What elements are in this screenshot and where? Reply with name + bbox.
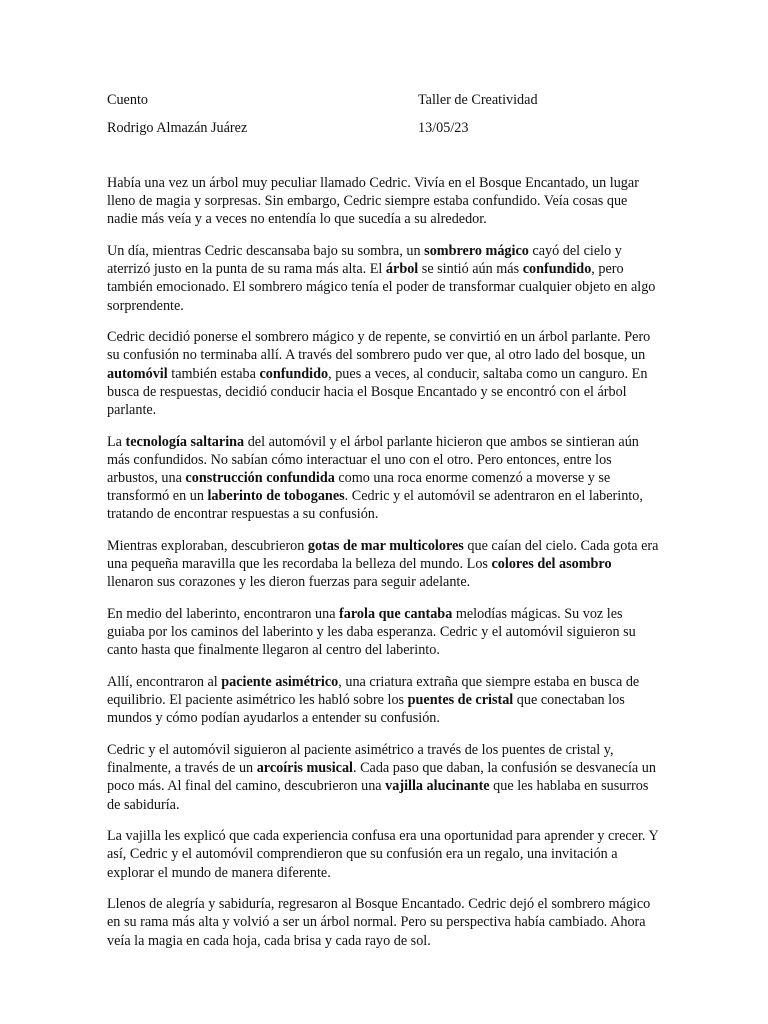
text-run: , una criatura extraña que siempre estaba en busca de equilibrio. El paciente asimétrico les habló sobre los: [107, 674, 640, 709]
story-paragraph: [107, 605, 661, 660]
text-run: Cedric decidió ponerse el sombrero mágico y de repente, se convirtió en un árbol parlante. Pero su confusión no terminaba allí. A través del sombrero pudo ver que, al otro lado del bosque, un: [107, 329, 651, 364]
doc-type-label: Cuento: [107, 92, 148, 108]
bold-phrase: tecnología saltarina: [125, 433, 245, 450]
story-body: [107, 174, 661, 950]
bold-phrase: confundido: [522, 261, 592, 278]
text-run: . Cedric y el automóvil se adentraron en el laberinto, tratando de encontrar respuestas a su confusión.: [107, 488, 643, 523]
text-run: que les hablaba en susurros de sabiduría.: [107, 778, 649, 813]
text-run: La: [107, 433, 126, 450]
bold-phrase: árbol: [385, 261, 419, 278]
story-paragraph: [107, 827, 661, 882]
text-run: En medio del laberinto, encontraron una: [107, 606, 340, 623]
text-run: cayó del cielo y aterrizó justo en la punta de su rama más alta. El: [107, 243, 622, 278]
text-run: Mientras exploraban, descubrieron: [107, 538, 308, 555]
bold-phrase: vajilla alucinante: [385, 778, 490, 795]
bold-phrase: puentes de cristal: [407, 692, 514, 709]
text-run: que conectaban los mundos y cómo podían ayudarlos a entender su confusión.: [107, 692, 625, 727]
text-run: como una roca enorme comenzó a moverse y se transformó en un: [107, 470, 611, 505]
text-run: Un día, mientras Cedric descansaba bajo su sombra, un: [107, 243, 425, 259]
bold-phrase: farola que cantaba: [339, 606, 453, 623]
text-run: Llenos de alegría y sabiduría, regresaron al Bosque Encantado. Cedric dejó el sombrero mágico en su rama más alta y volvió a ser un árbol normal. Pero su perspectiva había cambiado. Ahora veía la magia en cada hoja, cada brisa y cada rayo de sol.: [107, 896, 651, 949]
story-paragraph: [107, 242, 661, 315]
author-name: Rodrigo Almazán Juárez: [107, 120, 248, 136]
bold-phrase: confundido: [259, 365, 329, 382]
document-header: [107, 0, 661, 146]
bold-phrase: laberinto de toboganes: [207, 488, 345, 505]
story-paragraph: [107, 174, 661, 229]
bold-phrase: arcoíris musical: [256, 760, 353, 777]
bold-phrase: automóvil: [107, 365, 168, 382]
story-paragraph: [107, 741, 661, 814]
bold-phrase: gotas de mar multicolores: [307, 538, 464, 555]
text-run: que caían del cielo. Cada gota era una pequeña maravilla que les recordaba la belleza del mundo. Los: [107, 538, 659, 573]
bold-phrase: construcción confundida: [185, 470, 335, 487]
bold-phrase: sombrero mágico: [424, 243, 529, 259]
header-row-1: [107, 90, 661, 118]
story-paragraph: [107, 537, 661, 592]
workshop-label: Taller de Creatividad: [418, 92, 538, 108]
document-date: 13/05/23: [418, 120, 469, 136]
story-paragraph: [107, 433, 661, 524]
story-paragraph: [107, 328, 661, 419]
story-paragraph: [107, 673, 661, 728]
text-run: , pero también emocionado. El sombrero mágico tenía el poder de transformar cualquier objeto en algo sorprendente.: [107, 261, 656, 314]
story-paragraph: [107, 895, 661, 950]
text-run: se sintió aún más: [418, 261, 523, 278]
text-run: Había una vez un árbol muy peculiar llamado Cedric. Vivía en el Bosque Encantado, un lugar lleno de magia y sorpresas. Sin embargo, Cedric siempre estaba confundido. Veía cosas que nadie más veía y a veces no entendía lo que sucedía a su alrededor.: [107, 175, 639, 228]
text-run: del automóvil y el árbol parlante hicieron que ambos se sintieran aún más confundidos. No sabían cómo interactuar el uno con el otro. Pero entonces, entre los arbustos, una: [107, 433, 639, 487]
text-run: Allí, encontraron al: [107, 674, 222, 691]
text-run: llenaron sus corazones y les dieron fuerzas para seguir adelante.: [107, 574, 471, 591]
text-run: Cedric y el automóvil siguieron al paciente asimétrico a través de los puentes de cristal y, finalmente, a través de un: [107, 742, 614, 777]
text-run: La vajilla les explicó que cada experiencia confusa era una oportunidad para aprender y crecer. Y así, Cedric y el automóvil comprendieron que su confusión era un regalo, una invitación a explorar el mundo de manera diferente.: [107, 828, 659, 881]
bold-phrase: colores del asombro: [491, 556, 612, 573]
text-run: también estaba: [167, 365, 260, 382]
header-row-2: [107, 118, 661, 146]
text-run: melodías mágicas. Su voz les guiaba por los caminos del laberinto y les daba esperanza. Cedric y el automóvil siguieron su canto hasta que finalmente llegaron al centro del laberinto.: [107, 606, 636, 659]
bold-phrase: paciente asimétrico: [221, 674, 339, 691]
text-run: . Cada paso que daban, la confusión se desvanecía un poco más. Al final del camino, descubrieron una: [107, 760, 656, 795]
text-run: , pues a veces, al conducir, saltaba como un canguro. En busca de respuestas, decidió conducir hacia el Bosque Encantado y se encontró con el árbol parlante.: [107, 365, 648, 419]
